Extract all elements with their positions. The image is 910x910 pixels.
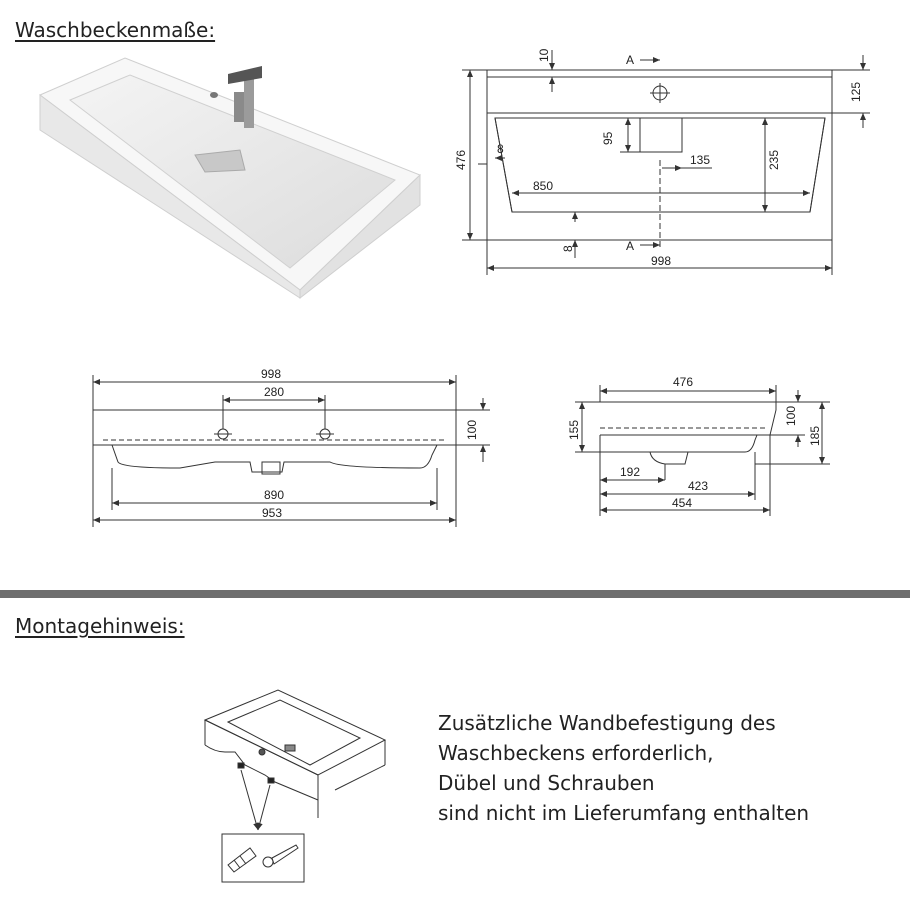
- dim-454: 454: [672, 496, 693, 510]
- dim-235: 235: [767, 149, 781, 170]
- dim-10: 10: [537, 48, 551, 62]
- dim-998-front: 998: [261, 367, 282, 381]
- dim-953: 953: [262, 506, 283, 520]
- dim-135: 135: [690, 153, 711, 167]
- dim-125: 125: [849, 81, 863, 102]
- note-line-2: Waschbeckens erforderlich,: [438, 741, 714, 765]
- front-view-drawing: [93, 375, 490, 527]
- mounting-illustration: [205, 690, 385, 882]
- dowel-icon: [228, 848, 256, 872]
- note-line-1: Zusätzliche Wandbefestigung des: [438, 711, 776, 735]
- dim-476-side: 476: [673, 375, 694, 389]
- dim-192: 192: [620, 465, 641, 479]
- dim-998-top: 998: [651, 254, 672, 268]
- dim-280: 280: [264, 385, 285, 399]
- dim-100-front: 100: [465, 419, 479, 440]
- section-title-dimensions: Waschbeckenmaße:: [15, 18, 216, 42]
- section-marker-a-top: A: [626, 53, 635, 67]
- side-view-drawing: [575, 385, 830, 516]
- dim-890: 890: [264, 488, 285, 502]
- section-title-mounting: Montagehinweis:: [15, 614, 185, 638]
- dim-8-bottom: 8: [561, 245, 575, 252]
- top-view-dimensions: [454, 48, 863, 268]
- mounting-note: [438, 708, 809, 828]
- dim-850: 850: [533, 179, 554, 193]
- basin-product-image: [40, 58, 420, 298]
- dim-95: 95: [601, 131, 615, 145]
- section-marker-a-bottom: A: [626, 239, 635, 253]
- note-line-3: Dübel und Schrauben: [438, 771, 655, 795]
- dim-476: 476: [454, 149, 468, 170]
- note-line-4: sind nicht im Lieferumfang enthalten: [438, 801, 810, 825]
- dim-155: 155: [567, 419, 581, 440]
- screw-icon: [263, 845, 298, 867]
- top-view-drawing: [462, 50, 870, 275]
- dim-423: 423: [688, 479, 709, 493]
- front-view-dimensions: [261, 367, 479, 520]
- dim-185: 185: [808, 425, 822, 446]
- side-view-dimensions: [567, 375, 822, 510]
- dim-8-left: 8: [497, 142, 504, 156]
- dim-100-side: 100: [784, 405, 798, 426]
